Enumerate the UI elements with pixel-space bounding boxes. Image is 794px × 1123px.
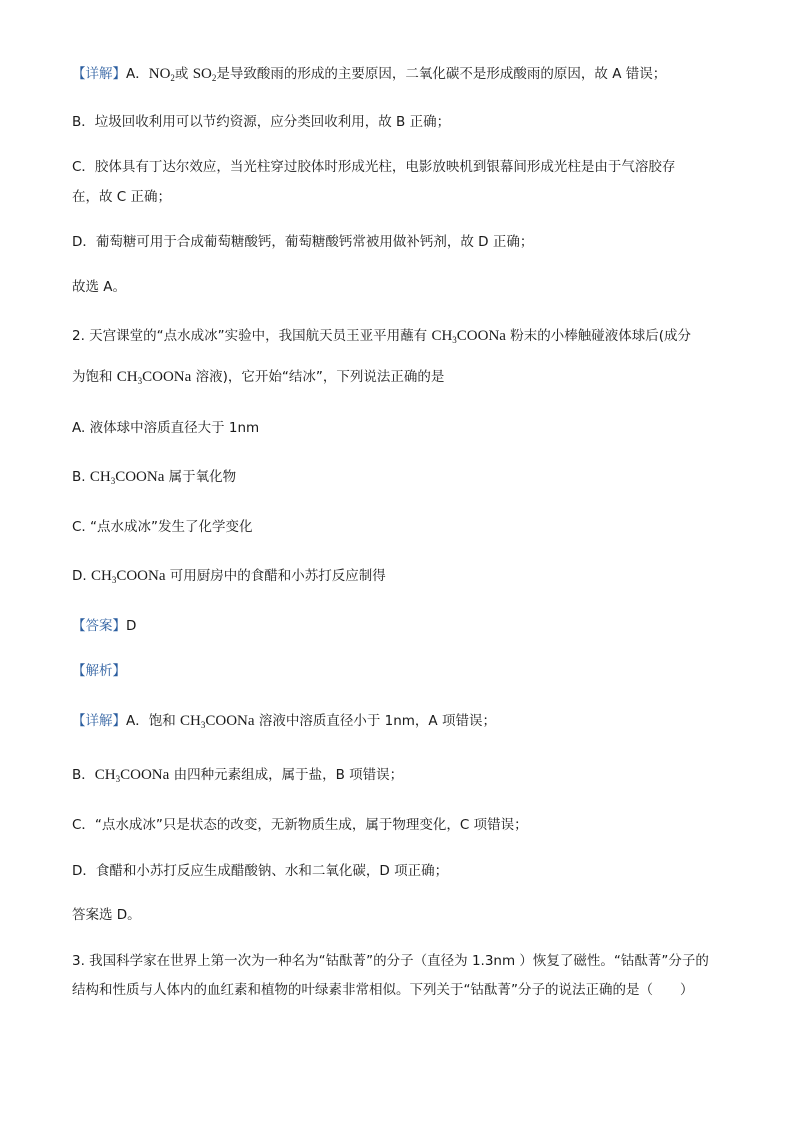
chem-text: CH	[89, 469, 111, 485]
chem-text: CH	[90, 568, 112, 584]
explain-tag: 【详解】	[72, 713, 126, 729]
q3-stem-line2: 结构和性质与人体内的血红素和植物的叶绿素非常相似。下列关于“钴酞菁”分子的说法正确的是（ ）	[72, 982, 694, 998]
chem-ch3coona	[180, 713, 255, 729]
q2-stem-line1	[72, 326, 691, 346]
q2-option-d	[72, 566, 386, 586]
chem-sub: 3	[200, 720, 206, 730]
text: A．	[126, 66, 149, 82]
chem-text: SO	[192, 66, 212, 82]
q1-explain-a	[72, 64, 666, 84]
text: 是导致酸雨的形成的主要原因，二氧化碳不是形成酸雨的原因，故 A 错误；	[216, 66, 667, 82]
chem-sub: 2	[211, 73, 217, 83]
text: 或	[174, 66, 193, 82]
q1-explain-d: D．葡萄糖可用于合成葡萄糖酸钙，葡萄糖酸钙常被用做补钙剂，故 D 正确；	[72, 234, 534, 250]
text: 为饱和	[72, 369, 117, 385]
text: 属于氧化物	[164, 469, 237, 485]
q1-explain-c-line2: 在，故 C 正确；	[72, 189, 172, 205]
chem-sub: 3	[137, 376, 143, 386]
chem-ch3coona	[95, 767, 170, 783]
chem-sub: 3	[452, 335, 457, 345]
explain-tag: 【详解】	[72, 66, 126, 82]
chem-text: CH	[116, 369, 138, 385]
q2-analysis-heading	[72, 661, 126, 681]
chem-ch3coona	[431, 328, 506, 344]
text: 2. 天宫课堂的“点水成冰”实验中，我国航天员王亚平用蘸有	[72, 328, 432, 344]
chem-sub: 2	[170, 73, 175, 83]
chem-text: COONa	[115, 469, 165, 485]
q1-explain-c-line1: C．胶体具有丁达尔效应，当光柱穿过胶体时形成光柱，电影放映机到银幕间形成光柱是由于气溶胶存	[72, 159, 676, 175]
chem-so2	[193, 66, 217, 82]
q2-option-b	[72, 467, 236, 487]
q2-conclusion: 答案选 D。	[72, 907, 141, 923]
chem-ch3coona	[117, 369, 192, 385]
analysis-tag: 【解析】	[72, 663, 126, 679]
chem-text: COONa	[120, 767, 170, 783]
chem-text: CH	[431, 328, 453, 344]
answer-tag: 【答案】	[72, 618, 126, 634]
text: 可用厨房中的食醋和小苏打反应制得	[165, 568, 386, 584]
q2-stem-line2	[72, 367, 444, 387]
chem-text: COONa	[116, 568, 166, 584]
chem-sub: 3	[111, 575, 117, 585]
q2-explain-b	[72, 765, 403, 785]
text: 溶液中溶质直径小于 1nm，A 项错误；	[254, 713, 496, 729]
q2-option-c: C. “点水成冰”发生了化学变化	[72, 519, 253, 535]
answer-value: D	[126, 618, 137, 634]
chem-text: NO	[148, 66, 171, 82]
chem-ch3coona	[90, 469, 165, 485]
text: B.	[72, 469, 90, 485]
q2-answer	[72, 616, 136, 636]
text: 粉末的小棒触碰液体球后(成分	[505, 328, 692, 344]
text: A．饱和	[126, 713, 181, 729]
q3-stem-line1: 3. 我国科学家在世界上第一次为一种名为“钴酞菁”的分子（直径为 1.3nm ）恢复了磁性。“钴酞菁”分子的	[72, 953, 709, 969]
text: D.	[72, 568, 91, 584]
q2-explain-d: D．食醋和小苏打反应生成醋酸钠、水和二氧化碳，D 项正确；	[72, 863, 449, 879]
text: B．	[72, 767, 95, 783]
q1-explain-b: B．垃圾回收利用可以节约资源，应分类回收利用，故 B 正确；	[72, 114, 451, 130]
chem-no2	[149, 66, 175, 82]
q2-option-a: A. 液体球中溶质直径大于 1nm	[72, 420, 260, 436]
q2-explain-c: C．“点水成冰”只是状态的改变，无新物质生成，属于物理变化，C 项错误；	[72, 817, 528, 833]
q2-explain-a	[72, 711, 496, 731]
chem-sub: 3	[115, 774, 121, 784]
chem-sub: 3	[110, 476, 116, 486]
q1-conclusion: 故选 A。	[72, 279, 127, 295]
chem-text: COONa	[205, 713, 255, 729]
chem-text: COONa	[456, 328, 506, 344]
chem-text: COONa	[142, 369, 192, 385]
chem-text: CH	[94, 767, 116, 783]
text: 溶液)，它开始“结冰”，下列说法正确的是	[191, 369, 445, 385]
text: 由四种元素组成，属于盐，B 项错误；	[169, 767, 404, 783]
chem-ch3coona	[91, 568, 166, 584]
chem-text: CH	[180, 713, 201, 729]
